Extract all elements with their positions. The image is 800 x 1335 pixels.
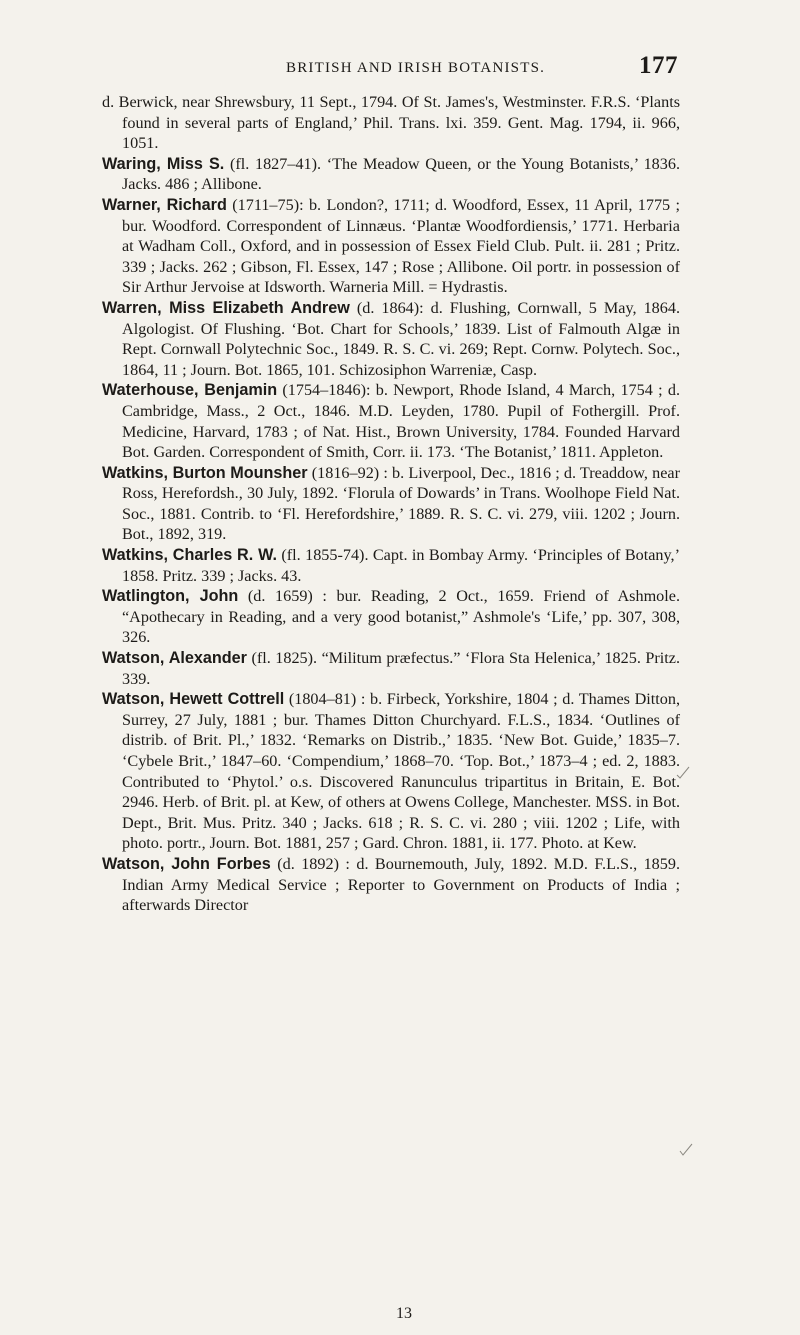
entry xyxy=(102,154,680,195)
entry-body: d. Berwick, near Shrewsbury, 11 Sept., 1794. Of St. James's, Westminster. F.R.S. ‘Plants found in several parts of England,’ Phil. Trans. lxi. 359. Gent. Mag. 1794, ii. 966, 1051. xyxy=(102,93,680,153)
entry-body: (d. 1892) : d. Bournemouth, July, 1892. M.D. F.L.S., 1859. Indian Army Medical Service ; Reporter to Government on Products of India ; afterwards Director xyxy=(122,854,680,915)
entry-name: Watson, Alexander xyxy=(102,649,247,668)
entry-name: Waterhouse, Benjamin xyxy=(102,381,278,400)
running-head xyxy=(0,52,800,86)
entry-body: (d. 1659) : bur. Reading, 2 Oct., 1659. Friend of Ashmole. “Apothecary in Reading, and a very good botanist,” Ashmole's ‘Life,’ pp. 307, 308, 326. xyxy=(122,587,680,647)
check-mark-icon xyxy=(679,1143,693,1157)
entry-name: Watson, Hewett Cottrell xyxy=(102,690,285,709)
entry-name: Waring, Miss S. xyxy=(102,154,225,173)
entry-name: Warner, Richard xyxy=(102,195,227,214)
entry-body: (d. 1864): d. Flushing, Cornwall, 5 May, 1864. Algologist. Of Flushing. ‘Bot. Chart for Schools,’ 1839. List of Falmouth Algæ in Rept. Cornwall Polytechnic Soc., 1849. R. S. C. vi. 269; Rept. Cornw. Polytech. Soc., 1864, 11 ; Journ. Bot. 1865, 101. Schizosiphon Warreniæ, Casp. xyxy=(122,298,680,379)
entry xyxy=(102,689,680,854)
entry-body: (1804–81) : b. Firbeck, Yorkshire, 1804 ; d. Thames Ditton, Surrey, 27 July, 1881 ; bur. Thames Ditton Churchyard. F.L.S., 1834. ‘Outlines of distrib. of Brit. Pl.,’ 1832. ‘Remarks on Distrib.,’ 1835. ‘New Bot. Guide,’ 1835–7. ‘Cybele Brit.,’ 1847–60. ‘Compendium,’ 1868–70. ‘Top. Bot.,’ 1873–4 ; ed. 2, 1883. Contributed to ‘Phytol.’ o.s. Discovered Ranunculus tripartitus in Britain, E. Bot. 2946. Herb. of Brit. pl. at Kew, of others at Owens College, Manchester. MSS. in Bot. Dept., Brit. Mus. Pritz. 340 ; Jacks. 618 ; R. S. C. vi. 280 ; viii. 1202 ; Life, with photo. portr., Journ. Bot. 1881, 257 ; Gard. Chron. 1881, ii. 177. Photo. at Kew. xyxy=(122,690,680,853)
entry xyxy=(102,463,680,545)
entry-body: (1711–75): b. London?, 1711; d. Woodford, Essex, 11 April, 1775 ; bur. Woodford. Correspondent of Linnæus. ‘Plantæ Woodfordiensis,’ 1771. Herbaria at Wadham Coll., Oxford, and in possession of Essex Field Club. Pult. ii. 281 ; Pritz. 339 ; Jacks. 262 ; Gibson, Fl. Essex, 147 ; Rose ; Allibone. Oil portr. in possession of Sir Arthur Jervoise at Idsworth. Warneria Mill. = Hydrastis. xyxy=(122,195,680,297)
entry-body: (fl. 1855-74). Capt. in Bombay Army. ‘Principles of Botany,’ 1858. Pritz. 339 ; Jacks. 43. xyxy=(122,546,680,585)
entry xyxy=(102,195,680,298)
entry xyxy=(102,586,680,648)
entry xyxy=(102,854,680,916)
page-number: 177 xyxy=(639,52,678,79)
entry-name: Watson, John Forbes xyxy=(102,854,271,873)
entry-body: (fl. 1827–41). ‘The Meadow Queen, or the Young Botanists,’ 1836. Jacks. 486 ; Allibone. xyxy=(122,154,680,194)
check-mark-icon xyxy=(676,766,690,780)
entry-body: (1754–1846): b. Newport, Rhode Island, 4 March, 1754 ; d. Cambridge, Mass., 2 Oct., 1846. M.D. Leyden, 1780. Pupil of Fothergill. Prof. Medicine, Harvard, 1783 ; of Nat. Hist., Brown University, 1784. Founded Harvard Bot. Garden. Correspondent of Smith, Corr. ii. 173. ‘The Botanist,’ 1811. Appleton. xyxy=(122,381,680,462)
entry xyxy=(102,380,680,462)
entry xyxy=(102,545,680,586)
entry-body: (1816–92) : b. Liverpool, Dec., 1816 ; d. Treaddow, near Ross, Herefordsh., 30 July, 1892. ‘Florula of Dowards’ in Trans. Woolhope Field Nat. Soc., 1881. Contrib. to ‘Fl. Herefordshire,’ 1889. R. S. C. vi. 279, viii. 1202 ; Journ. Bot., 1892, 319. xyxy=(122,463,681,544)
entry-body: (fl. 1825). “Militum præfectus.” ‘Flora Sta Helenica,’ 1825. Pritz. 339. xyxy=(122,649,680,688)
running-title: BRITISH AND IRISH BOTANISTS. xyxy=(286,60,546,76)
entry-continued xyxy=(102,92,680,154)
entry-name: Warren, Miss Elizabeth Andrew xyxy=(102,298,350,317)
entry-name: Watlington, John xyxy=(102,587,239,606)
entry-name: Watkins, Charles R. W. xyxy=(102,546,277,565)
entry-list xyxy=(102,92,680,916)
signature-mark: 13 xyxy=(396,1305,412,1322)
entry xyxy=(102,648,680,689)
entry-name: Watkins, Burton Mounsher xyxy=(102,463,308,482)
entry xyxy=(102,298,680,380)
